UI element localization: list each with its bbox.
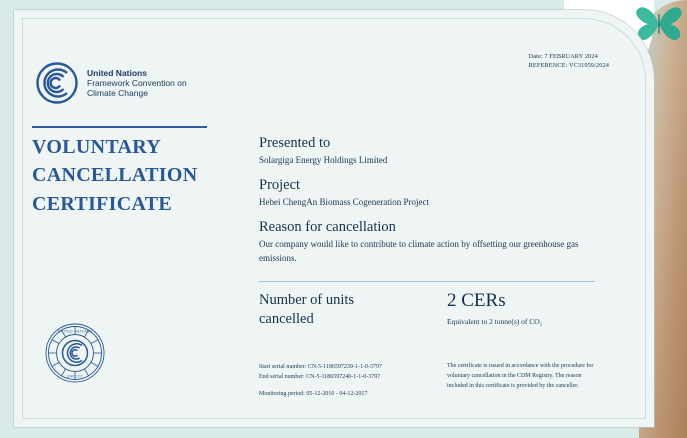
- project-label: Project: [259, 177, 301, 194]
- issuer-block: [36, 62, 187, 104]
- project-value: Hebei ChengAn Biomass Cogeneration Project: [259, 197, 429, 208]
- unfccc-seal-icon: [44, 322, 106, 384]
- monitoring-period: Monitoring period: 05-12-2010 - 04-12-2017: [259, 391, 368, 398]
- units-label: Number of units cancelled: [259, 292, 355, 327]
- issuer-line-2: Framework Convention on: [87, 77, 187, 88]
- butterfly-icon: [635, 2, 683, 46]
- page-title: [32, 133, 247, 218]
- seal-top-text: UNITED NATIONS: [58, 329, 92, 334]
- serial-info: [259, 362, 434, 400]
- document-meta: [529, 52, 609, 70]
- start-serial: Start serial number: CN-5-1186597239-1-1-0-3797: [259, 364, 382, 370]
- reason-label: Reason for cancellation: [259, 219, 396, 236]
- seal-bottom-text: UNFCCC: [66, 374, 84, 379]
- end-serial: End serial number: CN-5-1186597240-1-1-0-3797: [259, 374, 381, 381]
- disclaimer: The certificate is issued in accordance with the procedure for voluntary cancellation in the CDM Registry. The reason included in this certificate is provided by the canceller.: [447, 363, 594, 389]
- units-value: 2 CERs: [447, 290, 506, 311]
- title-line-2: CANCELLATION: [32, 164, 198, 187]
- issuer-line-3: Climate Change: [87, 88, 148, 98]
- document-date: Date: 7 FEBRUARY 2024: [528, 53, 598, 60]
- issuer-name: [87, 68, 187, 98]
- units-section: [259, 291, 595, 329]
- unfccc-logo-icon: [36, 62, 78, 104]
- issuer-line-1: United Nations: [87, 67, 147, 78]
- title-rule: [32, 126, 207, 128]
- section-divider: [259, 281, 595, 282]
- units-value-block: [447, 291, 542, 329]
- certificate-body: [259, 134, 595, 265]
- title-line-3: CERTIFICATE: [32, 192, 173, 215]
- units-equivalent: Equivalent to 2 tonne(s) of CO₂: [447, 316, 543, 326]
- footer-spacer: [259, 382, 434, 389]
- document-reference: REFERENCE: VC31959/2024: [528, 62, 609, 70]
- presented-to-label: Presented to: [259, 135, 331, 151]
- title-line-1: VOLUNTARY: [32, 136, 162, 158]
- presented-to-value: Solargiga Energy Holdings Limited: [259, 155, 388, 166]
- reason-value: Our company would like to contribute to climate action by offsetting our greenhouse gas emissions.: [259, 239, 579, 263]
